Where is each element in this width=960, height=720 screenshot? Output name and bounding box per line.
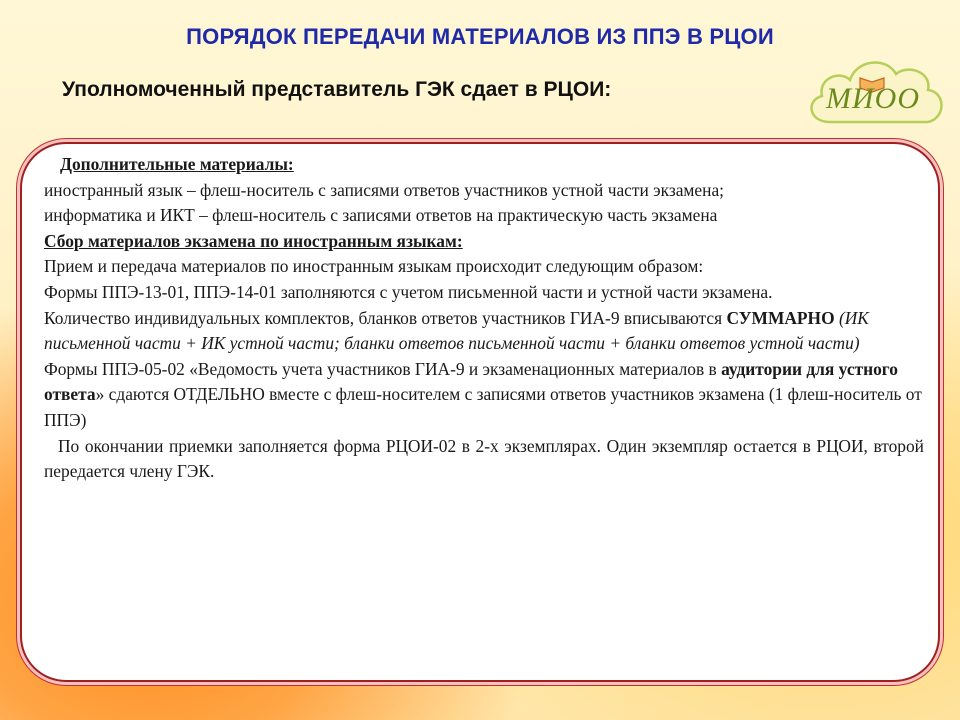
paragraph-forms: Формы ППЭ-13-01, ППЭ-14-01 заполняются с учетом письменной части и устной части экзамена. [44,281,773,302]
paragraph-reception: Прием и передача материалов по иностранным языкам происходит следующим образом: [44,256,704,277]
paragraph-quantity [44,306,924,357]
statement-bold: аудитории для устного ответа [44,358,898,405]
quantity-bold: СУММАРНО [726,307,835,328]
text-line-foreign-language: иностранный язык – флеш-носитель с записями ответов участников устной части экзамена; [44,179,724,200]
text-line-informatics: информатика и ИКТ – флеш-носитель с записями ответов на практическую часть экзамена [44,205,718,226]
slide-subtitle: Уполномоченный представитель ГЭК сдает в РЦОИ: [62,78,612,101]
statement-text-end: » сдаются ОТДЕЛЬНО вместе с флеш-носителем с записями ответов участников экзамена (1 флеш-носитель от ППЭ) [44,384,922,430]
statement-text-start: Формы ППЭ-05-02 «Ведомость учета участников ГИА-9 и экзаменационных материалов в [44,358,722,379]
quantity-italic: (ИК письменной части + ИК устной части; бланки ответов письменной части + бланки ответов устной части) [44,307,869,354]
logo-text: МИОО [826,82,920,115]
paragraph-statement [44,357,924,434]
section-heading-additional: Дополнительные материалы: [60,154,294,174]
content-body [44,152,924,485]
section-heading-foreign: Сбор материалов экзамена по иностранным языкам: [44,230,463,251]
content-card [20,142,940,682]
slide-title: ПОРЯДОК ПЕРЕДАЧИ МАТЕРИАЛОВ ИЗ ППЭ В РЦОИ [186,24,774,49]
paragraph-final: По окончании приемки заполняется форма РЦОИ-02 в 2-х экземплярах. Один экземпляр остается в РЦОИ, второй передается члену ГЭК. [44,435,924,482]
quantity-text: Количество индивидуальных комплектов, бланков ответов участников ГИА-9 вписываются [44,307,727,328]
